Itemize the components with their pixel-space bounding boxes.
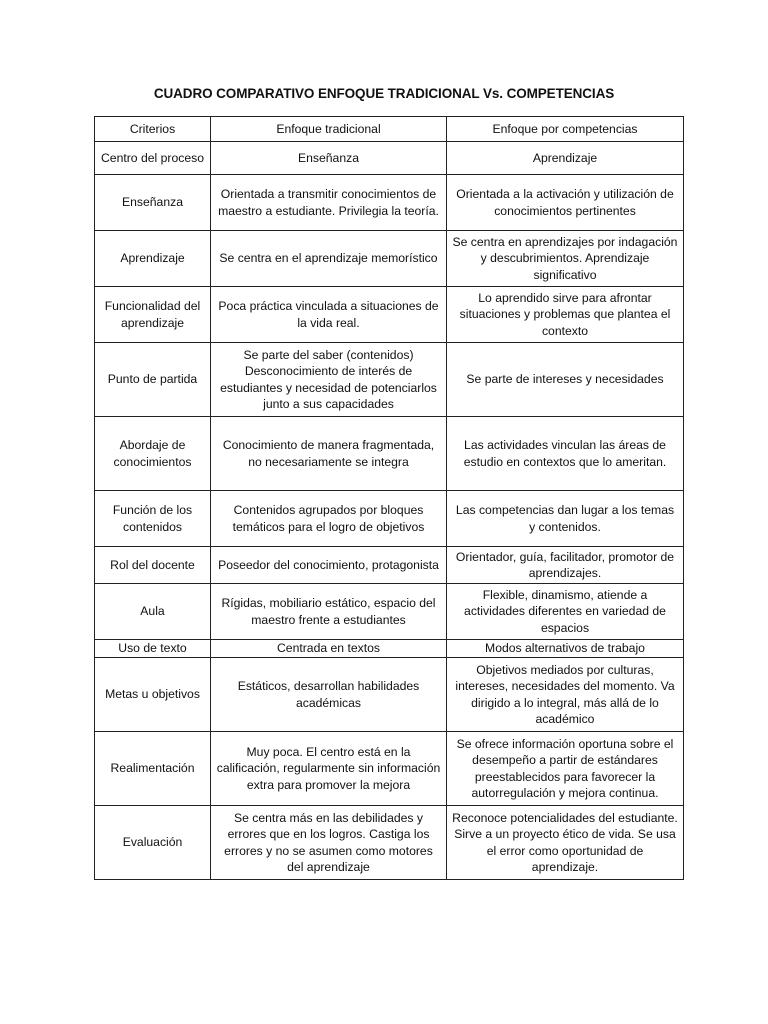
header-row xyxy=(95,117,684,142)
tradicional-cell: Orientada a transmitir conocimientos de maestro a estudiante. Privilegia la teoría. xyxy=(211,175,447,231)
header-enfoque-competencias: Enfoque por competencias xyxy=(447,117,684,142)
criterion-cell: Centro del proceso xyxy=(95,142,211,175)
table-row xyxy=(95,491,684,547)
competencias-cell: Se ofrece información oportuna sobre el desempeño a partir de estándares preestablecidos para favorecer la autorregulación y mejora continua. xyxy=(447,732,684,806)
competencias-cell: Las actividades vinculan las áreas de estudio en contextos que lo ameritan. xyxy=(447,417,684,491)
criterion-cell: Realimentación xyxy=(95,732,211,806)
tradicional-cell: Poca práctica vinculada a situaciones de la vida real. xyxy=(211,287,447,343)
table-row xyxy=(95,547,684,584)
competencias-cell: Las competencias dan lugar a los temas y contenidos. xyxy=(447,491,684,547)
competencias-cell: Lo aprendido sirve para afrontar situaciones y problemas que plantea el contexto xyxy=(447,287,684,343)
table-row xyxy=(95,658,684,732)
tradicional-cell: Conocimiento de manera fragmentada, no necesariamente se integra xyxy=(211,417,447,491)
competencias-cell: Aprendizaje xyxy=(447,142,684,175)
header-criterios: Criterios xyxy=(95,117,211,142)
table-row xyxy=(95,142,684,175)
table-row xyxy=(95,806,684,880)
table-row xyxy=(95,343,684,417)
competencias-cell: Se centra en aprendizajes por indagación y descubrimientos. Aprendizaje significativo xyxy=(447,231,684,287)
criterion-cell: Metas u objetivos xyxy=(95,658,211,732)
table-row xyxy=(95,231,684,287)
criterion-cell: Aprendizaje xyxy=(95,231,211,287)
criterion-cell: Funcionalidad del aprendizaje xyxy=(95,287,211,343)
document-title: CUADRO COMPARATIVO ENFOQUE TRADICIONAL Vs. COMPETENCIAS xyxy=(153,86,615,101)
competencias-cell: Reconoce potencialidades del estudiante. Sirve a un proyecto ético de vida. Se usa el error como oportunidad de aprendizaje. xyxy=(447,806,684,880)
competencias-cell: Orientada a la activación y utilización de conocimientos pertinentes xyxy=(447,175,684,231)
comparison-table xyxy=(94,116,684,880)
criterion-cell: Punto de partida xyxy=(95,343,211,417)
competencias-cell: Objetivos mediados por culturas, intereses, necesidades del momento. Va dirigido a lo integral, más allá de lo académico xyxy=(447,658,684,732)
criterion-cell: Enseñanza xyxy=(95,175,211,231)
tradicional-cell: Se parte del saber (contenidos) Desconocimiento de interés de estudiantes y necesidad de potenciarlos junto a sus capacidades xyxy=(211,343,447,417)
criterion-cell: Función de los contenidos xyxy=(95,491,211,547)
tradicional-cell: Centrada en textos xyxy=(211,640,447,658)
table-body xyxy=(95,142,684,880)
tradicional-cell: Poseedor del conocimiento, protagonista xyxy=(211,547,447,584)
competencias-cell: Modos alternativos de trabajo xyxy=(447,640,684,658)
tradicional-cell: Se centra más en las debilidades y errores que en los logros. Castiga los errores y no se asumen como motores del aprendizaje xyxy=(211,806,447,880)
tradicional-cell: Se centra en el aprendizaje memorístico xyxy=(211,231,447,287)
criterion-cell: Rol del docente xyxy=(95,547,211,584)
tradicional-cell: Contenidos agrupados por bloques temáticos para el logro de objetivos xyxy=(211,491,447,547)
table-row xyxy=(95,175,684,231)
competencias-cell: Orientador, guía, facilitador, promotor de aprendizajes. xyxy=(447,547,684,584)
table-row xyxy=(95,287,684,343)
criterion-cell: Abordaje de conocimientos xyxy=(95,417,211,491)
criterion-cell: Aula xyxy=(95,584,211,640)
competencias-cell: Se parte de intereses y necesidades xyxy=(447,343,684,417)
table-row xyxy=(95,584,684,640)
competencias-cell: Flexible, dinamismo, atiende a actividades diferentes en variedad de espacios xyxy=(447,584,684,640)
tradicional-cell: Estáticos, desarrollan habilidades académicas xyxy=(211,658,447,732)
tradicional-cell: Rígidas, mobiliario estático, espacio del maestro frente a estudiantes xyxy=(211,584,447,640)
table-row xyxy=(95,732,684,806)
table-row xyxy=(95,640,684,658)
table-row xyxy=(95,417,684,491)
tradicional-cell: Muy poca. El centro está en la calificación, regularmente sin información extra para promover la mejora xyxy=(211,732,447,806)
header-enfoque-tradicional: Enfoque tradicional xyxy=(211,117,447,142)
criterion-cell: Evaluación xyxy=(95,806,211,880)
criterion-cell: Uso de texto xyxy=(95,640,211,658)
tradicional-cell: Enseñanza xyxy=(211,142,447,175)
